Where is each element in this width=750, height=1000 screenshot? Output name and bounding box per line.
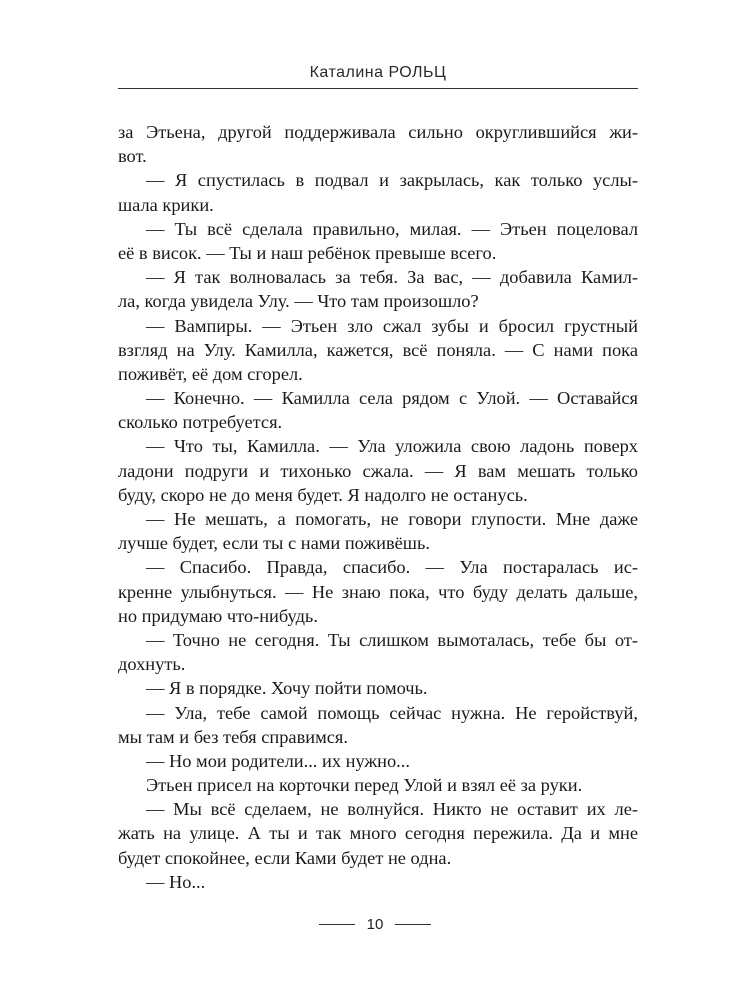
text-line: за Этьена, другой поддерживала сильно округлившийся жи- xyxy=(118,122,638,142)
text-line: взгляд на Улу. Камилла, кажется, всё поняла. — С нами пока xyxy=(118,339,638,360)
text-line: дохнуть. xyxy=(118,654,186,675)
text-line: будет спокойнее, если Ками будет не одна. xyxy=(118,847,452,868)
text-line: поживёт, её дом сгорел. xyxy=(118,363,303,384)
header-rule xyxy=(118,88,638,89)
text-line: но придумаю что-нибудь. xyxy=(118,605,318,626)
text-line: Этьен присел на корточки перед Улой и взял её за руки. xyxy=(146,775,583,796)
text-line: — Ты всё сделала правильно, милая. — Этьен поцеловал xyxy=(146,218,638,239)
text-line: шала крики. xyxy=(118,194,214,215)
text-line: вот. xyxy=(118,146,147,167)
text-line: — Но мои родители... их нужно... xyxy=(146,750,410,771)
page-footer xyxy=(0,912,750,936)
text-line: — Вампиры. — Этьен зло сжал зубы и бросил грустный xyxy=(146,315,638,336)
running-header-author: Каталина РОЛЬЦ xyxy=(309,64,447,81)
text-line: — Мы всё сделаем, не волнуйся. Никто не оставит их ле- xyxy=(146,799,638,820)
text-line: — Я спустилась в подвал и закрылась, как только услы- xyxy=(146,170,638,191)
text-line: мы там и без тебя справимся. xyxy=(118,726,348,747)
text-line: кренне улыбнуться. — Не знаю пока, что буду делать дальше, xyxy=(118,581,638,602)
text-line: — Не мешать, а помогать, не говори глупости. Мне даже xyxy=(146,509,638,529)
text-line: буду, скоро не до меня будет. Я надолго не останусь. xyxy=(118,484,528,505)
text-line: — Но... xyxy=(146,871,206,892)
footer-dash-left xyxy=(319,924,355,925)
text-line: — Конечно. — Камилла села рядом с Улой. — Оставайся xyxy=(146,388,638,409)
footer-dash-right xyxy=(395,924,431,925)
text-line: — Ула, тебе самой помощь сейчас нужна. Не геройствуй, xyxy=(146,702,638,723)
text-line: — Я так волновалась за тебя. За вас, — добавила Камил- xyxy=(146,267,638,288)
text-line: ладони подруги и тихонько сжала. — Я вам мешать только xyxy=(118,460,638,481)
text-line: — Спасибо. Правда, спасибо. — Ула постаралась ис- xyxy=(146,557,638,578)
text-line: жать на улице. А ты и так много сегодня пережила. Да и мне xyxy=(118,823,638,844)
text-line: — Я в порядке. Хочу пойти помочь. xyxy=(146,678,428,699)
text-line: лучше будет, если ты с нами поживёшь. xyxy=(118,533,430,554)
text-line: её в висок. — Ты и наш ребёнок превыше всего. xyxy=(118,242,497,263)
text-line: сколько потребуется. xyxy=(118,412,283,433)
text-line: ла, когда увидела Улу. — Что там произошло? xyxy=(118,291,479,312)
text-line: — Точно не сегодня. Ты слишком вымоталась, тебе бы от- xyxy=(146,629,638,650)
body-text xyxy=(118,120,638,894)
page-number: 10 xyxy=(366,915,384,933)
text-line: — Что ты, Камилла. — Ула уложила свою ладонь поверх xyxy=(146,436,638,457)
